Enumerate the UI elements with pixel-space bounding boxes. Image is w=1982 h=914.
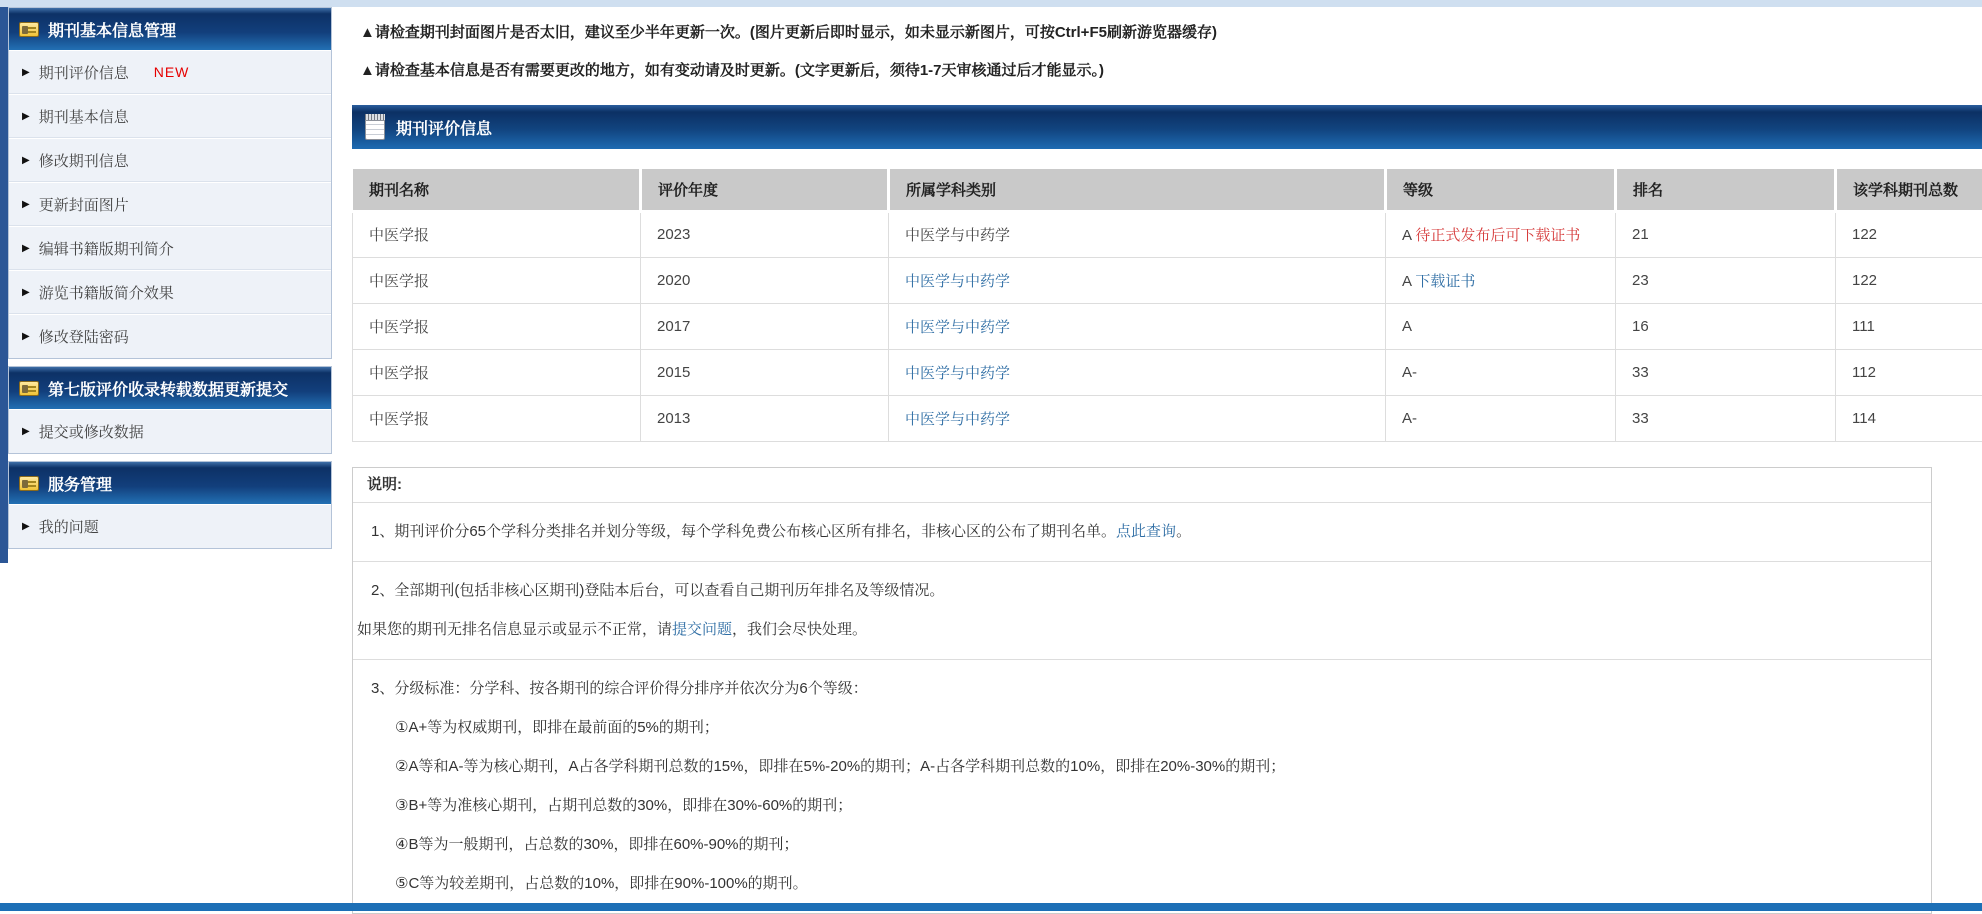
- id-card-icon: [19, 381, 39, 396]
- grading-rule-a-plus: ①A+等为权威期刊，即排在最前面的5%的期刊；: [395, 718, 1927, 738]
- cell-journal-name: 中医学报: [353, 257, 641, 303]
- warning-basic-info: ▲请检查基本信息是否有需要更改的地方，如有变动请及时更新。(文字更新后，须待1-7天审核通过后才能显示。): [360, 60, 1982, 82]
- table-row: [353, 395, 1982, 441]
- sidebar-menu: [9, 504, 331, 548]
- triangle-bullet-icon: ▶: [22, 287, 30, 298]
- sidebar-item-journal-eval-info[interactable]: [9, 50, 331, 94]
- notes-panel: [352, 467, 1932, 914]
- column-header-eval-year: 评价年度: [641, 169, 889, 211]
- note-item-3: [353, 659, 1931, 894]
- column-header-journal-name: 期刊名称: [353, 169, 641, 211]
- sidebar-item-label: 修改登陆密码: [39, 326, 129, 347]
- sidebar-item-change-password[interactable]: [9, 314, 331, 358]
- cell-eval-year: 2013: [641, 395, 889, 441]
- column-header-rank: 排名: [1616, 169, 1836, 211]
- sidebar-group-journal-basic-info: [8, 7, 332, 359]
- sidebar-item-my-questions[interactable]: [9, 504, 331, 548]
- sidebar-item-update-cover-image[interactable]: [9, 182, 331, 226]
- discipline-link[interactable]: 中医学与中药学: [905, 365, 1010, 382]
- sidebar-group-header: [9, 8, 331, 50]
- note-text-span: ，我们会尽快处理。: [732, 621, 867, 638]
- discipline-link[interactable]: 中医学与中药学: [905, 273, 1010, 290]
- notes-heading: 说明:: [353, 468, 1931, 502]
- check-here-link[interactable]: 点此查询: [1116, 523, 1176, 540]
- sidebar-item-label: 游览书籍版简介效果: [39, 282, 174, 303]
- triangle-bullet-icon: ▶: [22, 111, 30, 122]
- table-row: [353, 211, 1982, 257]
- certificate-pending-link[interactable]: 待正式发布后可下载证书: [1415, 227, 1580, 244]
- cell-journal-name: 中医学报: [353, 303, 641, 349]
- triangle-bullet-icon: ▶: [22, 155, 30, 166]
- left-rail: [0, 7, 8, 563]
- sidebar-item-submit-or-modify-data[interactable]: [9, 409, 331, 453]
- discipline-link[interactable]: 中医学与中药学: [905, 319, 1010, 336]
- submit-question-link[interactable]: 提交问题: [672, 621, 732, 638]
- sidebar-item-label: 我的问题: [39, 516, 99, 537]
- grading-rule-c: ⑤C等为较差期刊，占总数的10%，即排在90%-100%的期刊。: [395, 874, 1927, 894]
- triangle-bullet-icon: ▶: [22, 521, 30, 532]
- note-text-span: 。: [1176, 523, 1191, 540]
- note-text: [371, 522, 1927, 542]
- evaluation-table: [352, 169, 1982, 442]
- sidebar-item-modify-journal-info[interactable]: [9, 138, 331, 182]
- cell-discipline: [889, 349, 1386, 395]
- notepad-icon: [365, 114, 385, 140]
- sidebar-item-label: 更新封面图片: [39, 194, 129, 215]
- cell-eval-year: 2015: [641, 349, 889, 395]
- cell-total: 111: [1836, 303, 1982, 349]
- section-header-journal-eval: [352, 105, 1982, 149]
- sidebar-item-label: 提交或修改数据: [39, 421, 144, 442]
- cell-eval-year: 2017: [641, 303, 889, 349]
- warning-cover-image: ▲请检查期刊封面图片是否太旧，建议至少半年更新一次。(图片更新后即时显示，如未显示新图片，可按Ctrl+F5刷新游览器缓存): [360, 22, 1982, 44]
- sidebar-menu: [9, 409, 331, 453]
- cell-discipline: 中医学与中药学: [889, 211, 1386, 257]
- cell-grade: A-: [1386, 349, 1616, 395]
- cell-journal-name: 中医学报: [353, 395, 641, 441]
- certificate-download-link[interactable]: 下载证书: [1415, 273, 1475, 290]
- grading-rule-b-plus: ③B+等为准核心期刊，占期刊总数的30%，即排在30%-60%的期刊；: [395, 796, 1927, 816]
- cell-total: 122: [1836, 257, 1982, 303]
- cell-rank: 33: [1616, 395, 1836, 441]
- sidebar-group-title: 服务管理: [48, 472, 112, 495]
- note-item-2: [353, 561, 1931, 640]
- cell-total: 112: [1836, 349, 1982, 395]
- table-header-row: [353, 169, 1982, 211]
- grading-rule-b: ④B等为一般期刊，占总数的30%，即排在60%-90%的期刊；: [395, 835, 1927, 855]
- cell-discipline: [889, 257, 1386, 303]
- grade-value: A: [1402, 273, 1411, 290]
- sidebar-group-title: 第七版评价收录转载数据更新提交: [48, 377, 288, 400]
- note-text-span: 如果您的期刊无排名信息显示或显示不正常，请: [357, 621, 672, 638]
- cell-total: 114: [1836, 395, 1982, 441]
- cell-grade: A-: [1386, 395, 1616, 441]
- note-text: 3、分级标准：分学科、按各期刊的综合评价得分排序并依次分为6个等级：: [371, 679, 1927, 699]
- cell-grade: A: [1386, 303, 1616, 349]
- triangle-bullet-icon: ▶: [22, 331, 30, 342]
- cell-grade: [1386, 211, 1616, 257]
- sidebar-group-title: 期刊基本信息管理: [48, 18, 176, 41]
- sidebar-group-service-management: [8, 461, 332, 549]
- discipline-link[interactable]: 中医学与中药学: [905, 411, 1010, 428]
- sidebar-item-edit-book-intro[interactable]: [9, 226, 331, 270]
- sidebar-item-label: 修改期刊信息: [39, 150, 129, 171]
- grade-value: A: [1402, 227, 1411, 244]
- top-strip: [0, 0, 1982, 7]
- note-text: 2、全部期刊(包括非核心区期刊)登陆本后台，可以查看自己期刊历年排名及等级情况。: [371, 581, 1927, 601]
- cell-eval-year: 2023: [641, 211, 889, 257]
- section-title: 期刊评价信息: [396, 116, 492, 139]
- sidebar-group-header: [9, 462, 331, 504]
- main-content: [352, 7, 1982, 914]
- sidebar-group-seventh-edition-data: [8, 366, 332, 454]
- sidebar-item-journal-basic-info[interactable]: [9, 94, 331, 138]
- footer-bar: [0, 903, 1982, 911]
- cell-journal-name: 中医学报: [353, 349, 641, 395]
- note-text-span: 1、期刊评价分65个学科分类排名并划分等级，每个学科免费公布核心区所有排名，非核心区的公布了期刊名单。: [371, 523, 1116, 540]
- sidebar: [8, 7, 332, 556]
- new-badge: NEW: [154, 64, 190, 80]
- cell-rank: 16: [1616, 303, 1836, 349]
- sidebar-menu: [9, 50, 331, 358]
- cell-rank: 21: [1616, 211, 1836, 257]
- column-header-grade: 等级: [1386, 169, 1616, 211]
- sidebar-item-label: 编辑书籍版期刊简介: [39, 238, 174, 259]
- id-card-icon: [19, 476, 39, 491]
- column-header-total-journals: 该学科期刊总数: [1836, 169, 1982, 211]
- sidebar-item-label: 期刊评价信息: [39, 62, 129, 83]
- table-row: [353, 349, 1982, 395]
- cell-rank: 33: [1616, 349, 1836, 395]
- note-item-1: [353, 502, 1931, 542]
- triangle-bullet-icon: ▶: [22, 426, 30, 437]
- cell-journal-name: 中医学报: [353, 211, 641, 257]
- column-header-discipline: 所属学科类别: [889, 169, 1386, 211]
- id-card-icon: [19, 22, 39, 37]
- grading-rule-a: ②A等和A-等为核心期刊，A占各学科期刊总数的15%，即排在5%-20%的期刊；A-占各学科期刊总数的10%，即排在20%-30%的期刊；: [395, 757, 1927, 777]
- sidebar-group-header: [9, 367, 331, 409]
- sidebar-item-label: 期刊基本信息: [39, 106, 129, 127]
- triangle-bullet-icon: ▶: [22, 199, 30, 210]
- sidebar-item-preview-book-intro[interactable]: [9, 270, 331, 314]
- cell-rank: 23: [1616, 257, 1836, 303]
- table-row: [353, 257, 1982, 303]
- cell-eval-year: 2020: [641, 257, 889, 303]
- cell-grade: [1386, 257, 1616, 303]
- table-row: [353, 303, 1982, 349]
- triangle-bullet-icon: ▶: [22, 67, 30, 78]
- cell-discipline: [889, 395, 1386, 441]
- cell-discipline: [889, 303, 1386, 349]
- cell-total: 122: [1836, 211, 1982, 257]
- note-text: [357, 620, 1927, 640]
- triangle-bullet-icon: ▶: [22, 243, 30, 254]
